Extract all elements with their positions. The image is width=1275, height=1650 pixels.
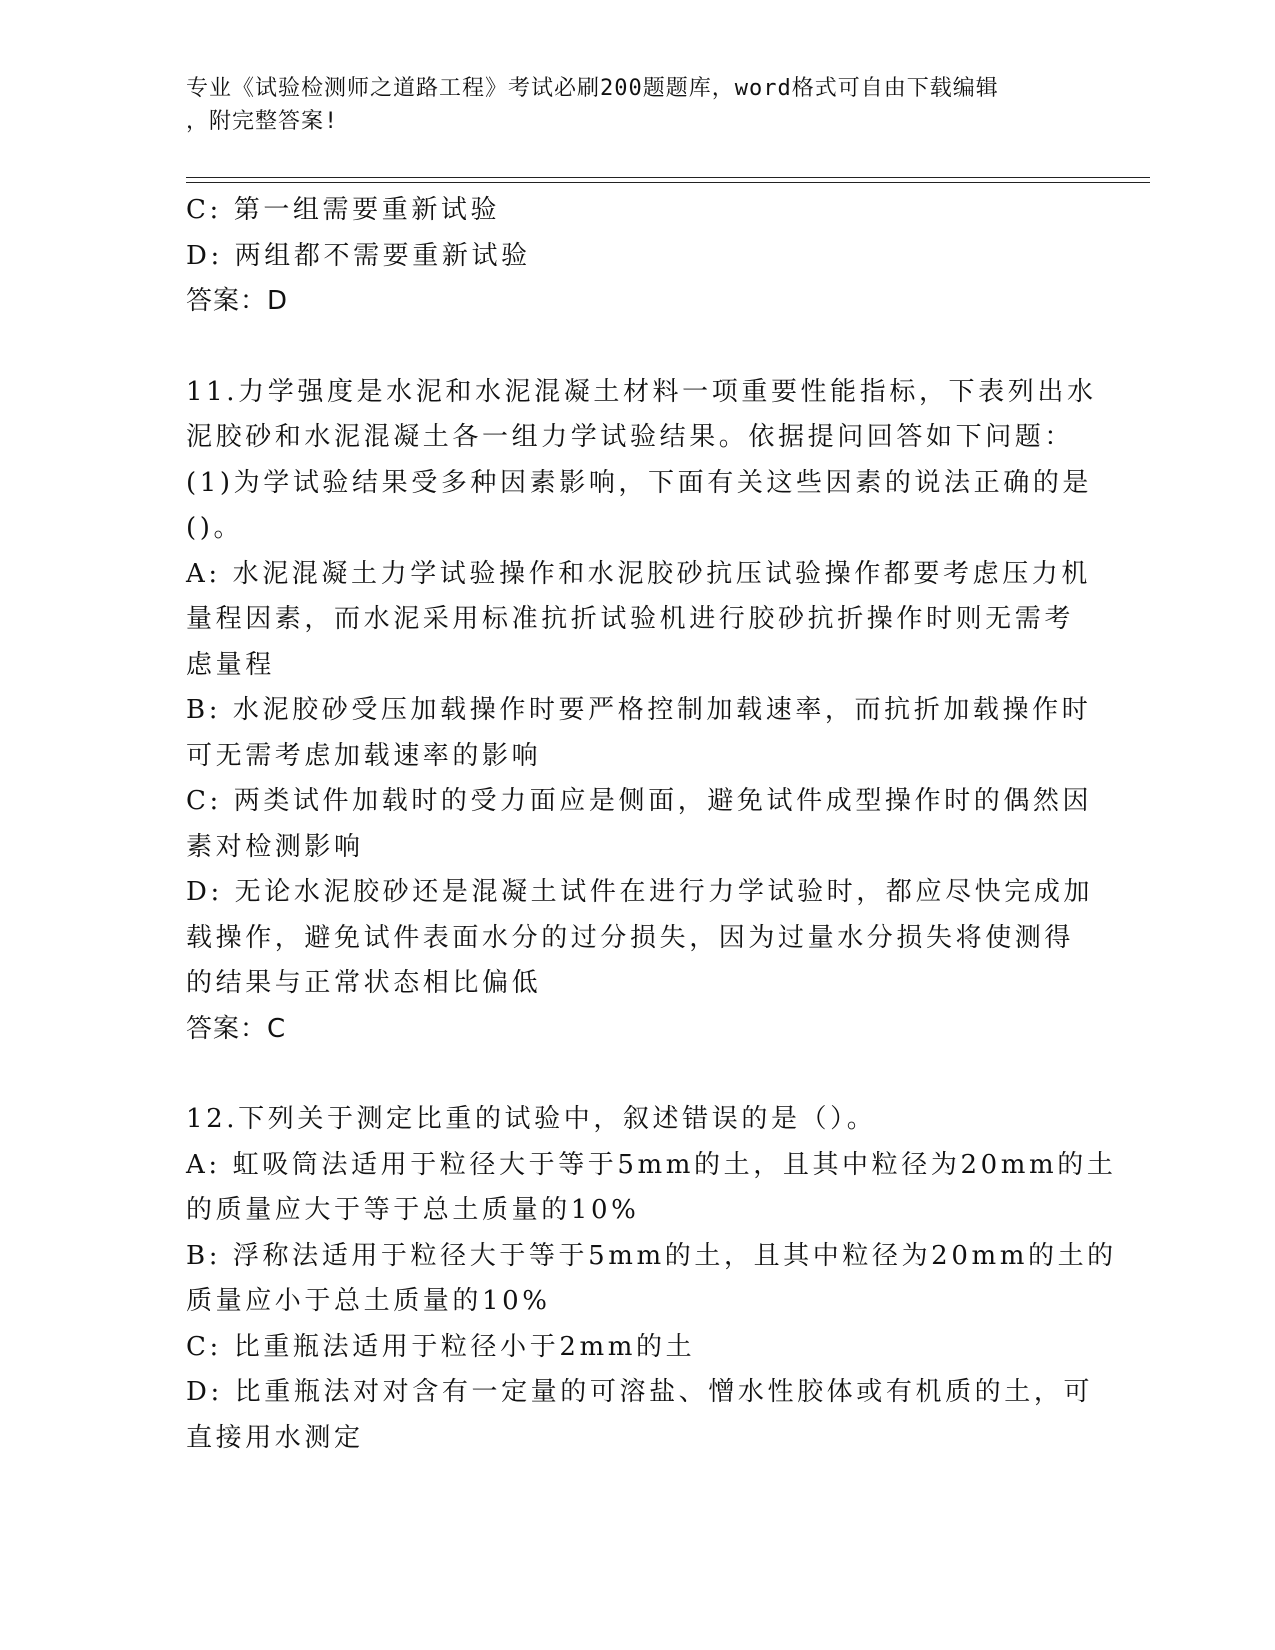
document-body (186, 188, 1117, 1461)
option-d-line: 直接用水测定 (186, 1422, 364, 1453)
question-spacer (186, 1052, 1076, 1097)
option-b-line: B: 水泥胶砂受压加载操作时要严格控制加载速率，而抗折加载操作时 (186, 695, 1092, 725)
option-d-line: 的结果与正常状态相比偏低 (186, 968, 542, 998)
question-stem-line: ()。 (186, 513, 244, 543)
option-c: C: 第一组需要重新试验 (186, 195, 501, 225)
header-divider-bottom (186, 182, 1150, 183)
option-b-line: B: 浮称法适用于粒径大于等于5mm的土，且其中粒径为20mm的土的 (186, 1240, 1117, 1271)
question-spacer (186, 325, 1076, 370)
header-line-1: 专业《试验检测师之道路工程》考试必刷200题题库，word格式可自由下载编辑 (186, 76, 999, 101)
question-12 (186, 1097, 1117, 1461)
option-a-line: A: 水泥混凝土力学试验操作和水泥胶砂抗压试验操作都要考虑压力机 (186, 558, 1092, 589)
option-a-line: 虑量程 (186, 649, 275, 680)
option-a-line: 的质量应大于等于总土质量的10% (186, 1195, 640, 1225)
option-c-line: C: 比重瓶法适用于粒径小于2mm的土 (186, 1331, 696, 1362)
option-d-line: 载操作，避免试件表面水分的过分损失，因为过量水分损失将使测得 (186, 922, 1075, 953)
option-d-line: D: 比重瓶法对对含有一定量的可溶盐、憎水性胶体或有机质的土，可 (186, 1377, 1094, 1407)
document-header (186, 72, 1066, 138)
question-stem-line: 11.力学强度是水泥和水泥混凝土材料一项重要性能指标，下表列出水 (186, 376, 1097, 407)
question-stem-line: 12.下列关于测定比重的试验中，叙述错误的是（）。 (186, 1104, 877, 1134)
question-11 (186, 370, 1097, 1053)
header-divider-top (186, 177, 1150, 178)
option-d: D: 两组都不需要重新试验 (186, 240, 531, 271)
option-c-line: C: 两类试件加载时的受力面应是侧面，避免试件成型操作时的偶然因 (186, 786, 1093, 816)
question-stem-line: 泥胶砂和水泥混凝土各一组力学试验结果。依据提问回答如下问题： (186, 422, 1075, 452)
header-line-2: ，附完整答案! (186, 109, 339, 134)
option-a-line: 量程因素，而水泥采用标准抗折试验机进行胶砂抗折操作时则无需考 (186, 604, 1075, 634)
question-stem-line: (1)为学试验结果受多种因素影响，下面有关这些因素的说法正确的是 (186, 467, 1093, 498)
option-c-line: 素对检测影响 (186, 831, 364, 862)
answer-line: 答案：D (186, 286, 289, 316)
option-a-line: A: 虹吸筒法适用于粒径大于等于5mm的土，且其中粒径为20mm的土 (186, 1149, 1117, 1180)
option-d-line: D: 无论水泥胶砂还是混凝土试件在进行力学试验时，都应尽快完成加 (186, 877, 1094, 907)
question-10-tail (186, 188, 1076, 325)
answer-line: 答案：C (186, 1013, 287, 1044)
option-b-line: 质量应小于总土质量的10% (186, 1286, 551, 1316)
option-b-line: 可无需考虑加载速率的影响 (186, 740, 542, 771)
